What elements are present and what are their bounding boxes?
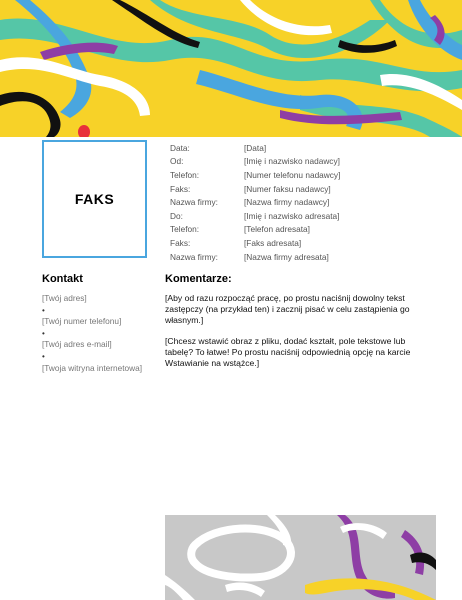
field-label: Faks: xyxy=(170,183,191,194)
field-value-recipient-phone[interactable]: [Telefon adresata] xyxy=(244,224,310,235)
fax-title: FAKS xyxy=(74,191,115,207)
fax-title-box xyxy=(42,140,147,258)
comments-heading: Komentarze: xyxy=(165,273,232,285)
field-row-recipient-phone xyxy=(170,223,455,237)
contact-separator: • xyxy=(42,305,45,315)
field-row-recipient-fax xyxy=(170,236,455,250)
contact-email[interactable]: [Twój adres e-mail] xyxy=(42,339,112,350)
field-label: Nazwa firmy: xyxy=(170,251,218,262)
contact-website[interactable]: [Twoja witryna internetowa] xyxy=(42,362,143,373)
field-label: Telefon: xyxy=(170,169,200,180)
contact-separator: • xyxy=(42,328,45,338)
field-label: Faks: xyxy=(170,237,191,248)
header-decorative-art xyxy=(0,0,462,137)
field-row-sender-fax xyxy=(170,182,455,196)
comments-paragraph[interactable]: [Aby od razu rozpocząć pracę, po prostu naciśnij dowolny tekst zastępczy (na przykład ten) i zacznij pisać w celu zastąpienia go własnym.] xyxy=(165,293,410,326)
field-label: Nazwa firmy: xyxy=(170,197,218,208)
contact-heading: Kontakt xyxy=(42,273,83,285)
field-value-from[interactable]: [Imię i nazwisko nadawcy] xyxy=(244,156,340,167)
field-row-sender-phone xyxy=(170,168,455,182)
footer-decorative-art xyxy=(165,515,436,600)
contact-list xyxy=(42,293,162,374)
field-value-sender-phone[interactable]: [Numer telefonu nadawcy] xyxy=(244,169,341,180)
field-label: Do: xyxy=(170,210,183,221)
field-row-to xyxy=(170,209,455,223)
comments-body xyxy=(165,293,415,378)
field-label: Telefon: xyxy=(170,224,200,235)
contact-separator: • xyxy=(42,351,45,361)
field-label: Od: xyxy=(170,156,184,167)
field-value-date[interactable]: [Data] xyxy=(244,142,267,153)
fax-fields xyxy=(170,141,455,263)
comments-paragraph[interactable]: [Chcesz wstawić obraz z pliku, dodać kształt, pole tekstowe lub tabelę? To łatwe! Po prostu naciśnij odpowiednią opcję na karcie Wstawianie na wstążce.] xyxy=(165,335,411,369)
field-value-recipient-fax[interactable]: [Faks adresata] xyxy=(244,237,302,248)
contact-address[interactable]: [Twój adres] xyxy=(42,293,87,303)
field-row-date xyxy=(170,141,455,155)
field-label: Data: xyxy=(170,142,190,153)
contact-phone[interactable]: [Twój numer telefonu] xyxy=(42,316,122,327)
field-row-recipient-company xyxy=(170,250,455,264)
field-row-sender-company xyxy=(170,195,455,209)
field-value-sender-company[interactable]: [Nazwa firmy nadawcy] xyxy=(244,197,330,208)
field-value-sender-fax[interactable]: [Numer faksu nadawcy] xyxy=(244,183,331,194)
field-value-to[interactable]: [Imię i nazwisko adresata] xyxy=(244,210,340,221)
field-row-from xyxy=(170,155,455,169)
field-value-recipient-company[interactable]: [Nazwa firmy adresata] xyxy=(244,251,329,262)
